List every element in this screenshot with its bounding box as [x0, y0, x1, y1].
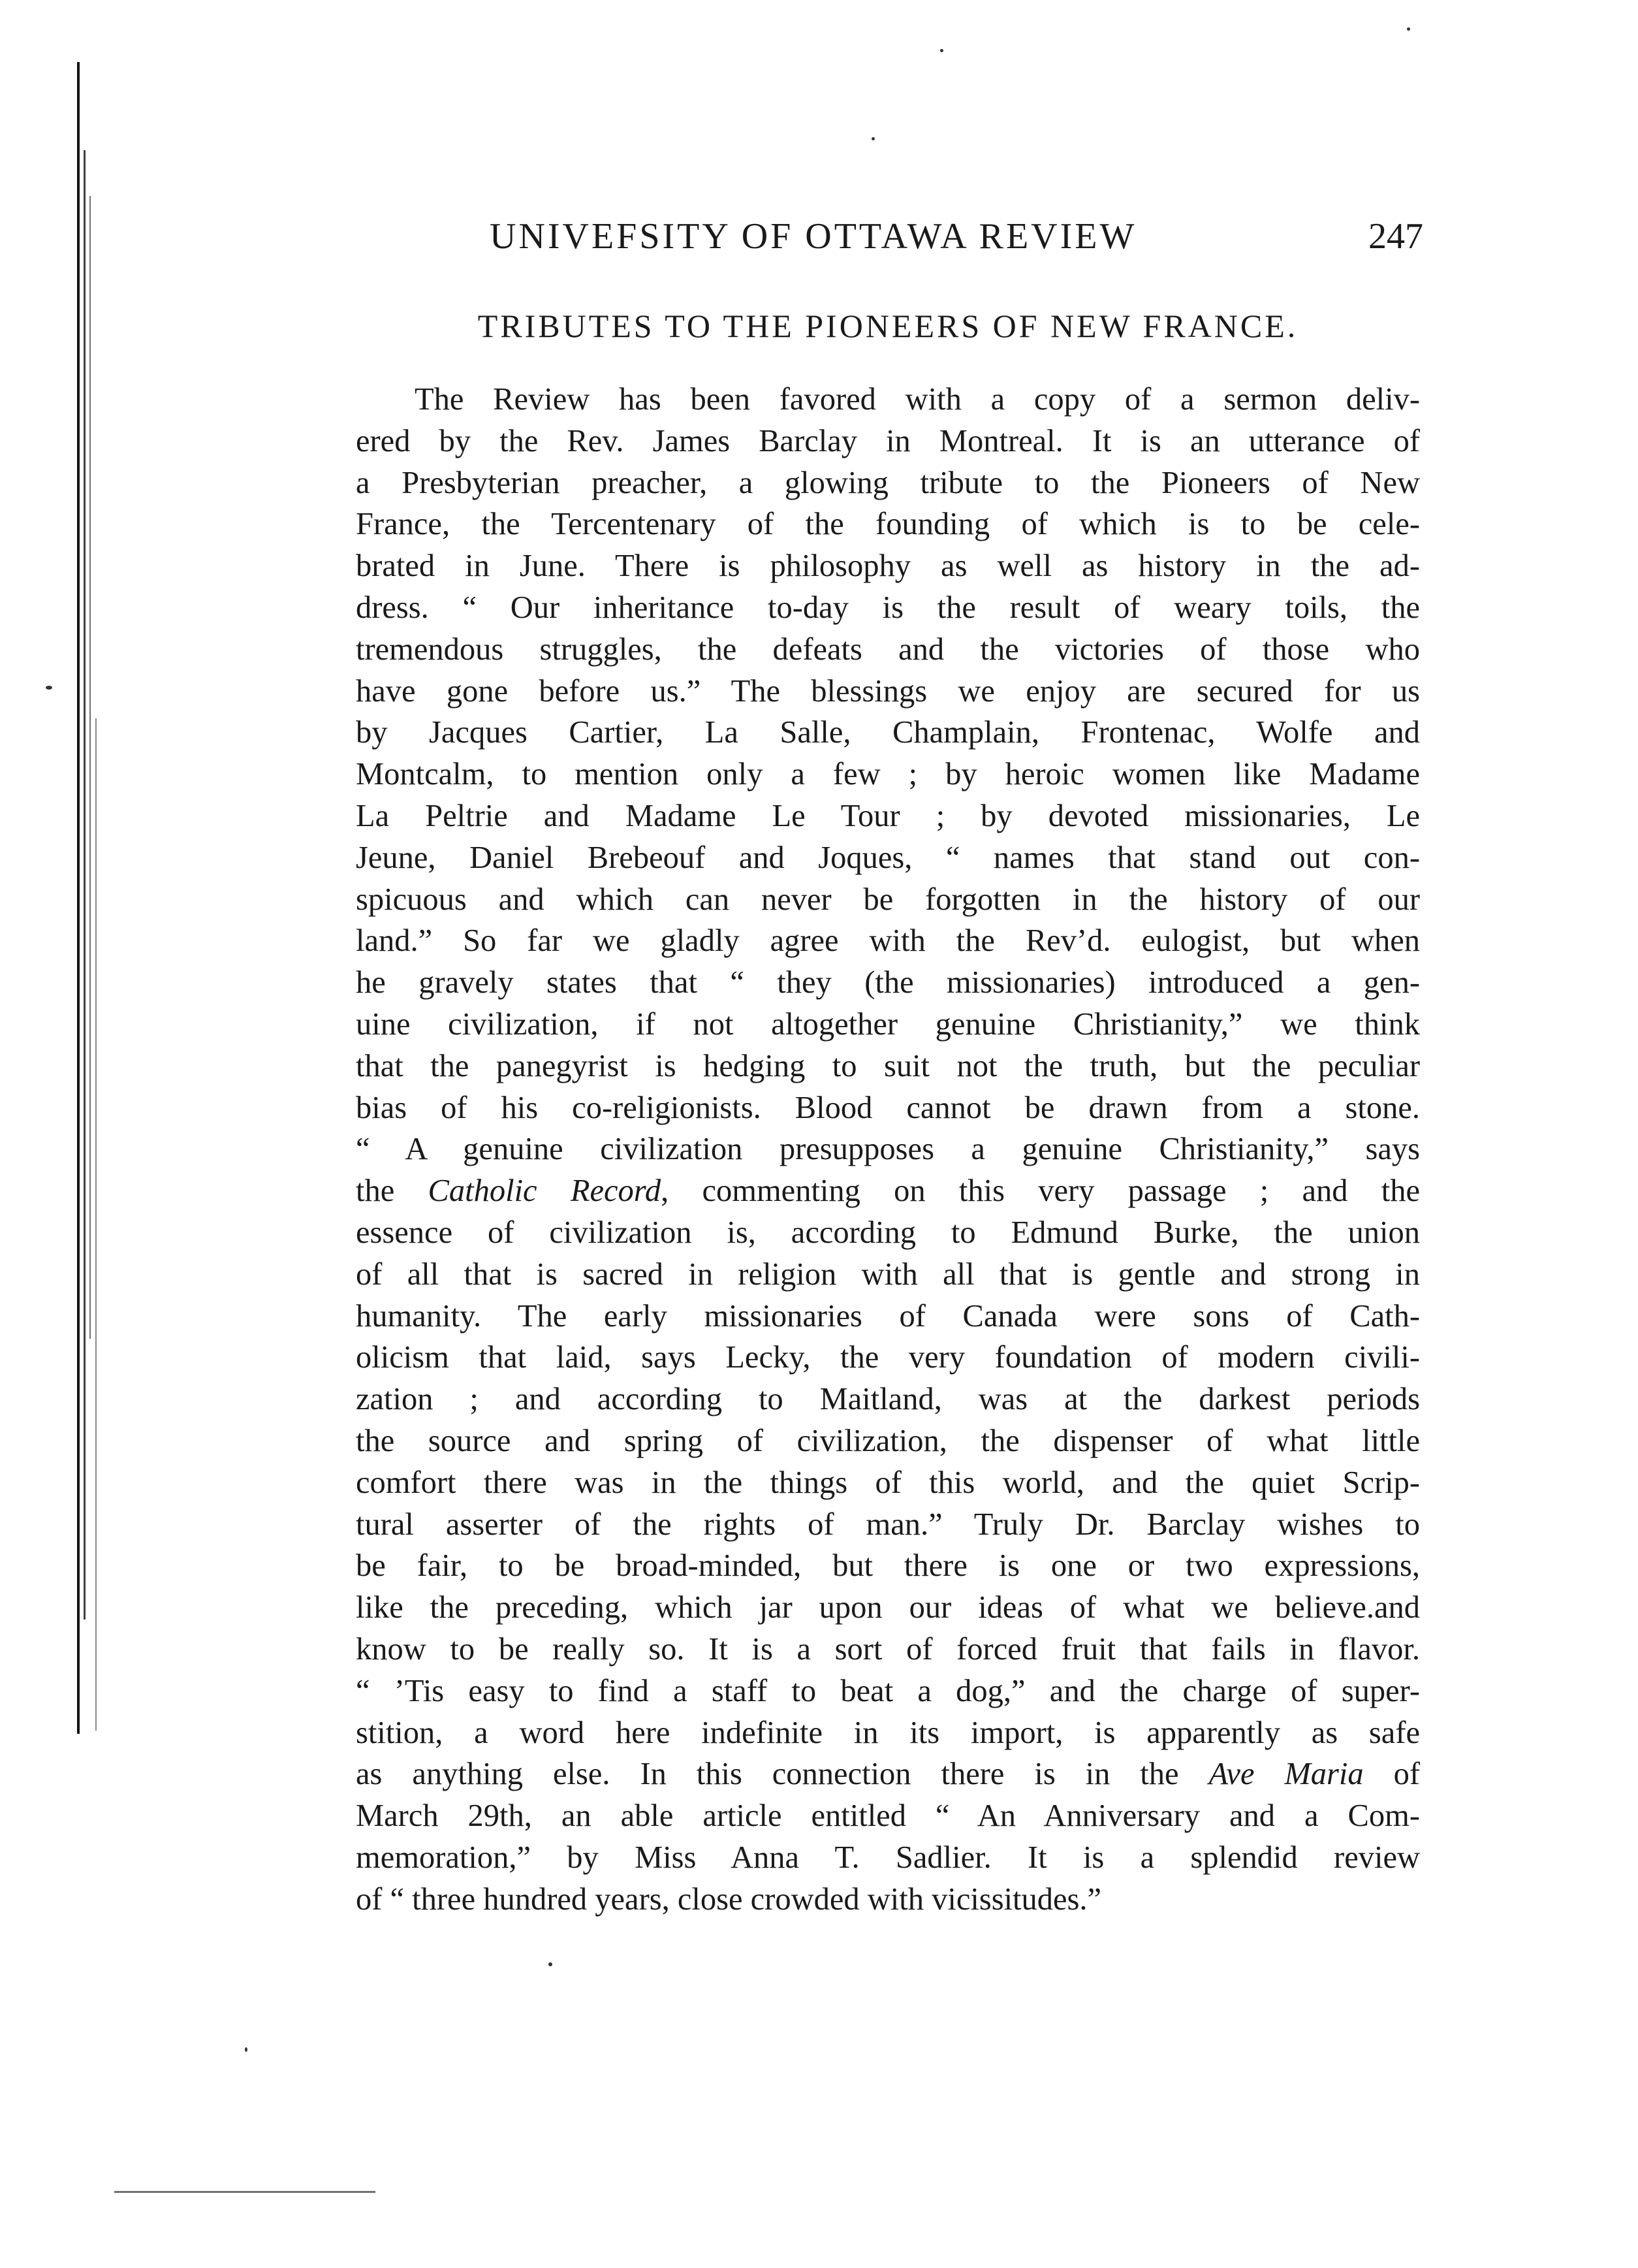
text-line-with-italic	[356, 1170, 1420, 1212]
binding-edge-line	[84, 150, 86, 1620]
text-line: the source and spring of civilization, the dispenser of what little	[356, 1423, 1420, 1458]
periodical-title: Catholic Record	[428, 1174, 661, 1209]
text-line: know to be really so. It is a sort of forced fruit that fails in flavor.	[356, 1631, 1420, 1667]
binding-edge-line	[77, 62, 80, 1734]
text-line: tural asserter of the rights of man.” Truly Dr. Barclay wishes to	[356, 1507, 1420, 1542]
text-line: “ ’Tis easy to find a staff to beat a dog,” and the charge of super-	[356, 1673, 1420, 1708]
text-line: dress. “ Our inheritance to-day is the result of weary toils, the	[356, 590, 1420, 625]
text-line: he gravely states that “ they (the missionaries) introduced a gen-	[356, 965, 1420, 1000]
article-body	[356, 379, 1420, 1920]
binding-edge-line	[95, 718, 97, 1731]
text-line: olicism that laid, says Lecky, the very foundation of modern civili-	[356, 1340, 1420, 1375]
journal-title: UNIVEFSITY OF OTTAWA REVIEW	[490, 216, 1137, 257]
text-line: March 29th, an able article entitled “ An Anniversary and a Com-	[356, 1798, 1420, 1834]
text-line: that the panegyrist is hedging to suit not the truth, but the peculiar	[356, 1048, 1420, 1083]
text-line: of “ three hundred years, close crowded with vicissitudes.”	[356, 1881, 1102, 1917]
text-line: by Jacques Cartier, La Salle, Champlain, Frontenac, Wolfe and	[356, 715, 1420, 750]
text-line: land.” So far we gladly agree with the Rev’d. eulogist, but when	[356, 923, 1420, 959]
scan-speck	[872, 137, 875, 140]
text-line: La Peltrie and Madame Le Tour ; by devoted missionaries, Le	[356, 798, 1420, 833]
text-line: humanity. The early missionaries of Canada were sons of Cath-	[356, 1298, 1420, 1334]
text-line: have gone before us.” The blessings we enjoy are secured for us	[356, 673, 1420, 709]
text-line: memoration,” by Miss Anna T. Sadlier. It is a splendid review	[356, 1840, 1420, 1875]
periodical-title: Ave Maria	[1208, 1757, 1364, 1792]
text-line: “ A genuine civilization presupposes a genuine Christianity,” says	[356, 1132, 1420, 1167]
text-line: The Review has been favored with a copy of a sermon deliv-	[415, 382, 1420, 417]
text-line: ered by the Rev. James Barclay in Montreal. It is an utterance of	[356, 423, 1420, 458]
text-line: be fair, to be broad-minded, but there is one or two expressions,	[356, 1548, 1420, 1584]
article-title: TRIBUTES TO THE PIONEERS OF NEW FRANCE.	[477, 308, 1299, 344]
text-fragment: the	[356, 1174, 428, 1209]
text-fragment: as anything else. In this connection there is in the	[356, 1757, 1209, 1792]
text-line: like the preceding, which jar upon our ideas of what we believe.and	[356, 1590, 1420, 1625]
text-fragment: of	[1363, 1757, 1420, 1792]
text-line: France, the Tercentenary of the founding of which is to be cele-	[356, 507, 1420, 542]
scan-speck	[46, 686, 52, 690]
text-line: uine civilization, if not altogether genuine Christianity,” we think	[356, 1006, 1420, 1042]
text-line: comfort there was in the things of this world, and the quiet Scrip-	[356, 1465, 1420, 1500]
text-line: spicuous and which can never be forgotten in the history of our	[356, 882, 1420, 917]
scan-speck	[1407, 27, 1410, 31]
text-line: brated in June. There is philosophy as well as history in the ad-	[356, 549, 1420, 584]
page-number: 247	[1368, 216, 1423, 257]
text-line: a Presbyterian preacher, a glowing tribute to the Pioneers of New	[356, 465, 1420, 500]
binding-edge-line	[114, 2191, 375, 2193]
text-line: zation ; and according to Maitland, was at the darkest periods	[356, 1382, 1420, 1417]
text-line: Montcalm, to mention only a few ; by heroic women like Madame	[356, 757, 1420, 792]
text-line: essence of civilization is, according to Edmund Burke, the union	[356, 1215, 1420, 1250]
scan-speck	[245, 2047, 247, 2052]
scan-speck	[548, 1962, 552, 1966]
binding-edge-line	[89, 196, 91, 1339]
text-line-with-italic	[356, 1753, 1420, 1795]
text-line: bias of his co-religionists. Blood cannot be drawn from a stone.	[356, 1090, 1420, 1125]
text-line: tremendous struggles, the defeats and the victories of those who	[356, 631, 1420, 667]
text-fragment: , commenting on this very passage ; and the	[661, 1174, 1420, 1209]
scan-speck	[940, 49, 943, 52]
text-line: of all that is sacred in religion with all that is gentle and strong in	[356, 1256, 1420, 1292]
text-line: Jeune, Daniel Brebeouf and Joques, “ names that stand out con-	[356, 840, 1420, 875]
running-head	[353, 216, 1423, 261]
text-line: stition, a word here indefinite in its import, is apparently as safe	[356, 1715, 1420, 1750]
